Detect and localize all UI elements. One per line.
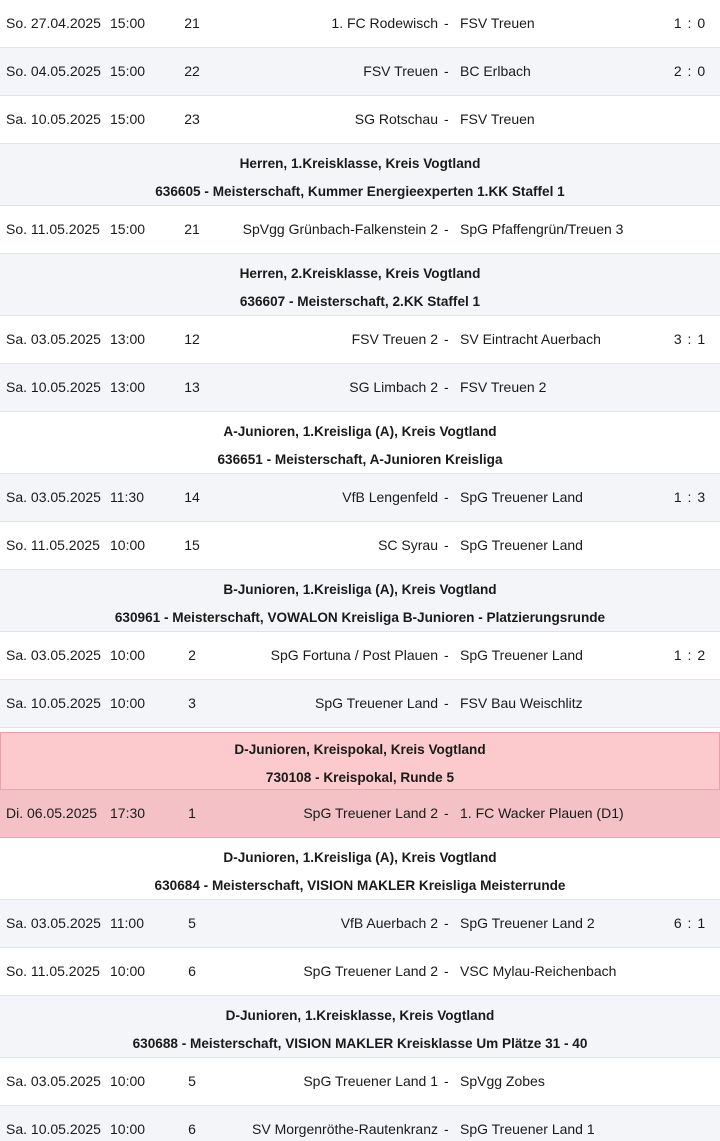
match-time: 15:00 (110, 221, 146, 237)
competition-name: Herren, 2.Kreisklasse, Kreis Vogtland (239, 266, 481, 281)
match-score: 1 : 2 (673, 647, 707, 663)
match-row[interactable] (0, 316, 720, 364)
match-row[interactable] (0, 48, 720, 96)
home-team: SV Morgenröthe-Rautenkranz (252, 1121, 438, 1137)
match-time: 10:00 (110, 647, 146, 663)
competition-title: 630688 - Meisterschaft, VISION MAKLER Kreisklasse Um Plätze 31 - 40 (132, 1036, 588, 1051)
match-row[interactable] (0, 680, 720, 728)
team-separator: - (444, 489, 449, 505)
match-time: 15:00 (110, 63, 146, 79)
team-separator: - (444, 695, 449, 711)
team-separator: - (444, 537, 449, 553)
home-team: SC Syrau (378, 537, 438, 553)
team-separator: - (444, 63, 449, 79)
home-team: SpVgg Grünbach-Falkenstein 2 (242, 221, 438, 237)
home-team: SpG Treuener Land 1 (303, 1073, 438, 1089)
match-row[interactable] (0, 1058, 720, 1106)
away-team: FSV Treuen 2 (460, 379, 547, 395)
team-separator: - (444, 805, 449, 821)
away-team: SpG Treuener Land (460, 647, 583, 663)
match-row[interactable] (0, 0, 720, 48)
team-separator: - (444, 379, 449, 395)
match-score: 2 : 0 (673, 63, 707, 79)
away-team: SpG Treuener Land (460, 489, 583, 505)
competition-header[interactable] (0, 732, 720, 790)
match-date: So. 11.05.2025 (6, 963, 100, 979)
matchday-number: 12 (184, 331, 200, 347)
match-time: 10:00 (110, 537, 146, 553)
away-team: SpG Pfaffengrün/Treuen 3 (460, 221, 624, 237)
home-team: FSV Treuen 2 (351, 331, 438, 347)
match-row[interactable] (0, 206, 720, 254)
matchday-number: 14 (184, 489, 200, 505)
away-team: BC Erlbach (460, 63, 531, 79)
away-team: SV Eintracht Auerbach (460, 331, 601, 347)
match-time: 15:00 (110, 15, 146, 31)
match-time: 11:00 (110, 915, 144, 931)
matchday-number: 3 (188, 695, 196, 711)
matchday-number: 6 (188, 963, 196, 979)
match-date: So. 11.05.2025 (6, 221, 100, 237)
competition-name: A-Junioren, 1.Kreisliga (A), Kreis Vogtland (223, 424, 497, 439)
matchday-number: 13 (184, 379, 200, 395)
away-team: SpG Treuener Land (460, 537, 583, 553)
competition-header[interactable] (0, 144, 720, 206)
match-score: 1 : 3 (673, 489, 707, 505)
home-team: SpG Treuener Land 2 (303, 805, 438, 821)
away-team: SpG Treuener Land 1 (460, 1121, 595, 1137)
home-team: 1. FC Rodewisch (331, 15, 438, 31)
away-team: VSC Mylau-Reichenbach (460, 963, 617, 979)
match-date: So. 27.04.2025 (6, 15, 101, 31)
home-team: SpG Treuener Land (315, 695, 438, 711)
match-time: 13:00 (110, 331, 146, 347)
matchday-number: 21 (184, 15, 200, 31)
competition-title: 636651 - Meisterschaft, A-Junioren Kreisliga (217, 452, 503, 467)
match-time: 10:00 (110, 695, 146, 711)
match-date: Sa. 03.05.2025 (6, 331, 101, 347)
match-row[interactable] (0, 948, 720, 996)
match-row[interactable] (0, 364, 720, 412)
matchday-number: 15 (184, 537, 200, 553)
match-row[interactable] (0, 900, 720, 948)
match-time: 13:00 (110, 379, 146, 395)
matchday-number: 22 (184, 63, 200, 79)
competition-name: D-Junioren, 1.Kreisklasse, Kreis Vogtland (225, 1008, 495, 1023)
home-team: VfB Auerbach 2 (340, 915, 438, 931)
match-row[interactable] (0, 96, 720, 144)
team-separator: - (444, 1073, 449, 1089)
away-team: FSV Bau Weischlitz (460, 695, 583, 711)
home-team: VfB Lengenfeld (342, 489, 438, 505)
matchday-number: 6 (188, 1121, 196, 1137)
match-time: 11:30 (110, 489, 144, 505)
match-row[interactable] (0, 474, 720, 522)
match-date: Sa. 03.05.2025 (6, 489, 101, 505)
home-team: SpG Treuener Land 2 (303, 963, 438, 979)
competition-title: 636607 - Meisterschaft, 2.KK Staffel 1 (239, 294, 481, 309)
matchday-number: 5 (188, 1073, 196, 1089)
competition-name: D-Junioren, 1.Kreisliga (A), Kreis Vogtland (223, 850, 497, 865)
match-score: 6 : 1 (673, 915, 707, 931)
match-time: 10:00 (110, 1073, 146, 1089)
competition-name: Herren, 1.Kreisklasse, Kreis Vogtland (239, 156, 481, 171)
match-date: Sa. 10.05.2025 (6, 111, 101, 127)
away-team: SpG Treuener Land 2 (460, 915, 595, 931)
matchday-number: 2 (188, 647, 196, 663)
matchday-number: 5 (188, 915, 196, 931)
competition-header[interactable] (0, 570, 720, 632)
match-time: 10:00 (110, 1121, 146, 1137)
team-separator: - (444, 647, 449, 663)
team-separator: - (444, 963, 449, 979)
team-separator: - (444, 221, 449, 237)
home-team: SG Rotschau (354, 111, 438, 127)
team-separator: - (444, 15, 449, 31)
match-date: So. 11.05.2025 (6, 537, 100, 553)
team-separator: - (444, 331, 449, 347)
competition-header[interactable] (0, 996, 720, 1058)
home-team: SpG Fortuna / Post Plauen (270, 647, 438, 663)
competition-title: 730108 - Kreispokal, Runde 5 (265, 770, 455, 785)
match-row[interactable] (0, 790, 720, 838)
competition-title: 630684 - Meisterschaft, VISION MAKLER Kreisliga Meisterrunde (154, 878, 566, 893)
competition-title: 630961 - Meisterschaft, VOWALON Kreisliga B-Junioren - Platzierungsrunde (114, 610, 606, 625)
match-row[interactable] (0, 1106, 720, 1141)
match-time: 17:30 (110, 805, 146, 821)
competition-header[interactable] (0, 412, 720, 474)
home-team: FSV Treuen (363, 63, 438, 79)
competition-header[interactable] (0, 254, 720, 316)
competition-name: D-Junioren, Kreispokal, Kreis Vogtland (234, 742, 486, 757)
competition-title: 636605 - Meisterschaft, Kummer Energieexperten 1.KK Staffel 1 (155, 184, 565, 199)
team-separator: - (444, 915, 449, 931)
matchday-number: 1 (188, 805, 196, 821)
match-date: Di. 06.05.2025 (6, 805, 98, 821)
match-date: Sa. 03.05.2025 (6, 915, 101, 931)
away-team: 1. FC Wacker Plauen (D1) (460, 805, 624, 821)
home-team: SG Limbach 2 (349, 379, 438, 395)
matchday-number: 21 (184, 221, 200, 237)
away-team: FSV Treuen (460, 111, 535, 127)
match-date: So. 04.05.2025 (6, 63, 101, 79)
matchday-number: 23 (184, 111, 200, 127)
competition-header[interactable] (0, 838, 720, 900)
match-date: Sa. 10.05.2025 (6, 379, 101, 395)
away-team: FSV Treuen (460, 15, 535, 31)
match-date: Sa. 03.05.2025 (6, 1073, 101, 1089)
match-time: 10:00 (110, 963, 146, 979)
match-row[interactable] (0, 632, 720, 680)
team-separator: - (444, 111, 449, 127)
competition-name: B-Junioren, 1.Kreisliga (A), Kreis Vogtland (223, 582, 497, 597)
match-score: 3 : 1 (673, 331, 707, 347)
match-row[interactable] (0, 522, 720, 570)
match-date: Sa. 10.05.2025 (6, 1121, 101, 1137)
match-date: Sa. 03.05.2025 (6, 647, 101, 663)
away-team: SpVgg Zobes (460, 1073, 545, 1089)
match-time: 15:00 (110, 111, 146, 127)
match-score: 1 : 0 (673, 15, 707, 31)
match-date: Sa. 10.05.2025 (6, 695, 101, 711)
team-separator: - (444, 1121, 449, 1137)
